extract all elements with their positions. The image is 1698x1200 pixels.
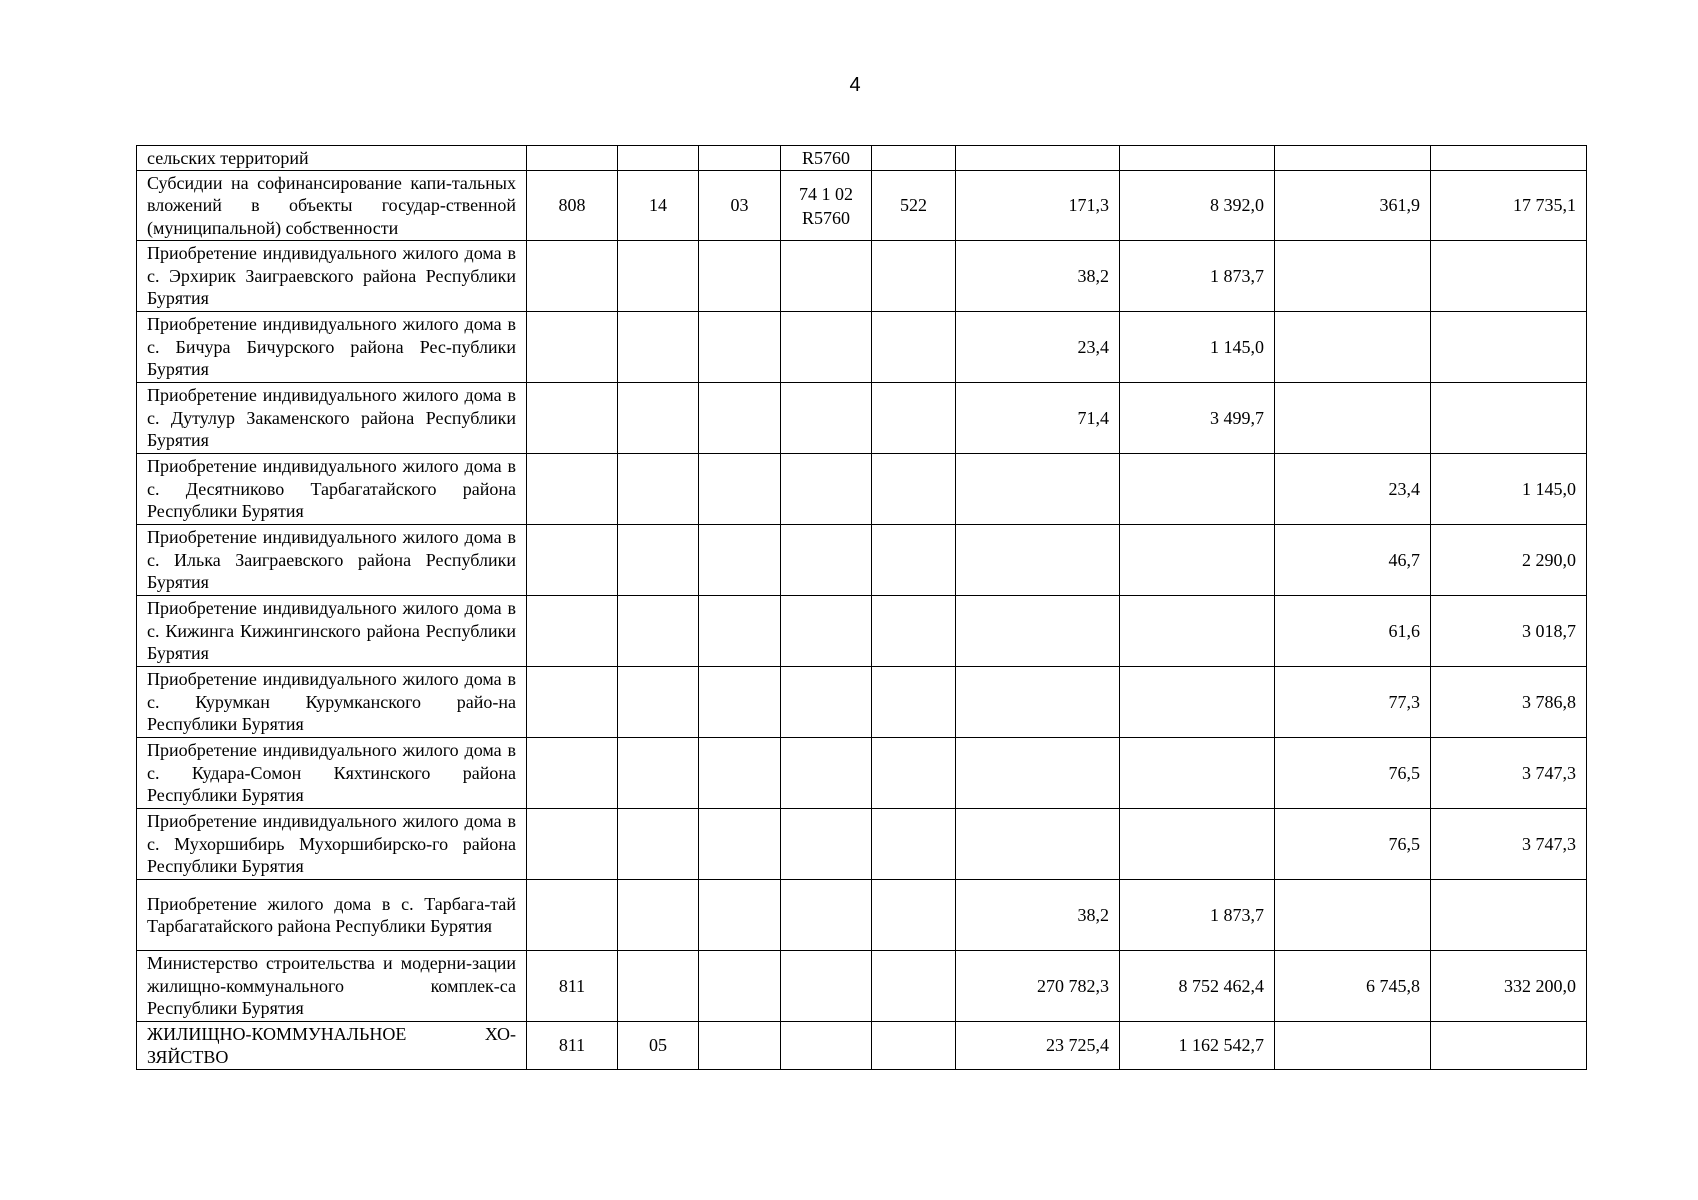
value-4-cell	[1431, 1022, 1587, 1070]
table-row	[137, 146, 1587, 171]
table-body	[137, 146, 1587, 1070]
section-code-cell	[618, 454, 699, 525]
expense-type-cell	[872, 383, 956, 454]
value-4-cell	[1431, 146, 1587, 171]
subsection-code-cell	[699, 809, 781, 880]
target-article-cell	[781, 454, 872, 525]
table-row	[137, 171, 1587, 241]
section-code-cell: 14	[618, 171, 699, 241]
subsection-code-cell	[699, 241, 781, 312]
table-row	[137, 525, 1587, 596]
value-1-cell: 38,2	[956, 241, 1120, 312]
expense-type-cell	[872, 312, 956, 383]
table-row	[137, 596, 1587, 667]
value-2-cell	[1120, 596, 1275, 667]
target-article-cell	[781, 1022, 872, 1070]
row-name-cell: Приобретение индивидуального жилого дома в с. Кудара-Сомон Кяхтинского района Республики Бурятия	[137, 738, 527, 809]
target-article-cell	[781, 241, 872, 312]
table-row	[137, 880, 1587, 951]
ved-code-cell	[527, 880, 618, 951]
value-4-cell	[1431, 880, 1587, 951]
section-code-cell	[618, 951, 699, 1022]
expense-type-cell	[872, 596, 956, 667]
ved-code-cell	[527, 454, 618, 525]
target-article-line: R5760	[801, 148, 850, 168]
expense-type-cell	[872, 146, 956, 171]
value-3-cell: 361,9	[1275, 171, 1431, 241]
table-row	[137, 667, 1587, 738]
value-1-cell	[956, 809, 1120, 880]
row-name-cell: сельских территорий	[137, 146, 527, 171]
value-2-cell: 1 873,7	[1120, 241, 1275, 312]
value-2-cell	[1120, 738, 1275, 809]
target-article-cell	[781, 525, 872, 596]
value-3-cell	[1275, 880, 1431, 951]
subsection-code-cell	[699, 525, 781, 596]
value-4-cell: 1 145,0	[1431, 454, 1587, 525]
expense-type-cell	[872, 880, 956, 951]
subsection-code-cell	[699, 738, 781, 809]
ved-code-cell	[527, 312, 618, 383]
value-3-cell: 77,3	[1275, 667, 1431, 738]
section-code-cell	[618, 596, 699, 667]
section-code-cell	[618, 146, 699, 171]
target-article-cell	[781, 312, 872, 383]
value-3-cell: 46,7	[1275, 525, 1431, 596]
value-4-cell: 3 018,7	[1431, 596, 1587, 667]
expense-type-cell: 522	[872, 171, 956, 241]
ved-code-cell: 811	[527, 1022, 618, 1070]
ved-code-cell	[527, 383, 618, 454]
value-1-cell: 171,3	[956, 171, 1120, 241]
value-3-cell: 6 745,8	[1275, 951, 1431, 1022]
expense-type-cell	[872, 667, 956, 738]
row-name-cell: Приобретение индивидуального жилого дома в с. Мухоршибирь Мухоршибирско-го района Республики Бурятия	[137, 809, 527, 880]
expense-type-cell	[872, 525, 956, 596]
value-2-cell	[1120, 809, 1275, 880]
row-name-cell: Министерство строительства и модерни-зации жилищно-коммунального комплек-са Республики Бурятия	[137, 951, 527, 1022]
row-name-cell: Субсидии на софинансирование капи-тальных вложений в объекты государ-ственной (муниципальной) собственности	[137, 171, 527, 241]
table-row	[137, 383, 1587, 454]
row-name-cell: Приобретение индивидуального жилого дома в с. Дутулур Закаменского района Республики Бурятия	[137, 383, 527, 454]
row-name-cell: Приобретение индивидуального жилого дома в с. Бичура Бичурского района Рес-публики Бурятия	[137, 312, 527, 383]
ved-code-cell	[527, 667, 618, 738]
value-3-cell	[1275, 312, 1431, 383]
section-code-cell	[618, 241, 699, 312]
budget-table	[136, 145, 1587, 1070]
expense-type-cell	[872, 1022, 956, 1070]
section-code-cell	[618, 667, 699, 738]
ved-code-cell	[527, 525, 618, 596]
ved-code-cell: 811	[527, 951, 618, 1022]
row-name-cell: Приобретение индивидуального жилого дома в с. Эрхирик Заиграевского района Республики Бурятия	[137, 241, 527, 312]
table-row	[137, 241, 1587, 312]
subsection-code-cell	[699, 951, 781, 1022]
table-row	[137, 312, 1587, 383]
subsection-code-cell	[699, 596, 781, 667]
section-code-cell	[618, 738, 699, 809]
section-code-cell	[618, 880, 699, 951]
value-4-cell	[1431, 383, 1587, 454]
value-3-cell: 23,4	[1275, 454, 1431, 525]
table-row	[137, 738, 1587, 809]
ved-code-cell	[527, 146, 618, 171]
value-4-cell: 3 786,8	[1431, 667, 1587, 738]
value-2-cell: 1 873,7	[1120, 880, 1275, 951]
section-code-cell: 05	[618, 1022, 699, 1070]
ved-code-cell	[527, 809, 618, 880]
section-code-cell	[618, 525, 699, 596]
target-article-line: R5760	[801, 207, 850, 228]
table-row	[137, 951, 1587, 1022]
subsection-code-cell	[699, 454, 781, 525]
row-name-cell: Приобретение индивидуального жилого дома в с. Кижинга Кижингинского района Республики Бурятия	[137, 596, 527, 667]
expense-type-cell	[872, 454, 956, 525]
value-3-cell	[1275, 1022, 1431, 1070]
expense-type-cell	[872, 241, 956, 312]
target-article-cell	[781, 880, 872, 951]
ved-code-cell	[527, 738, 618, 809]
value-1-cell: 23 725,4	[956, 1022, 1120, 1070]
expense-type-cell	[872, 809, 956, 880]
value-1-cell: 270 782,3	[956, 951, 1120, 1022]
expense-type-cell	[872, 738, 956, 809]
subsection-code-cell	[699, 146, 781, 171]
ved-code-cell	[527, 596, 618, 667]
ved-code-cell: 808	[527, 171, 618, 241]
table-row	[137, 1022, 1587, 1070]
value-2-cell: 8 752 462,4	[1120, 951, 1275, 1022]
table-row	[137, 454, 1587, 525]
value-1-cell	[956, 667, 1120, 738]
row-name-cell: Приобретение жилого дома в с. Тарбага-тай Тарбагатайского района Республики Бурятия	[137, 880, 527, 951]
value-3-cell: 76,5	[1275, 809, 1431, 880]
row-name-cell: Приобретение индивидуального жилого дома в с. Илька Заиграевского района Республики Бурятия	[137, 525, 527, 596]
value-3-cell: 76,5	[1275, 738, 1431, 809]
page-number: 4	[849, 74, 861, 96]
value-1-cell	[956, 454, 1120, 525]
value-4-cell: 3 747,3	[1431, 809, 1587, 880]
target-article-cell	[781, 667, 872, 738]
value-3-cell: 61,6	[1275, 596, 1431, 667]
value-4-cell: 2 290,0	[1431, 525, 1587, 596]
row-name-cell: ЖИЛИЩНО-КОММУНАЛЬНОЕ ХО-ЗЯЙСТВО	[137, 1022, 527, 1070]
value-3-cell	[1275, 383, 1431, 454]
value-4-cell: 332 200,0	[1431, 951, 1587, 1022]
value-1-cell	[956, 525, 1120, 596]
section-code-cell	[618, 312, 699, 383]
value-4-cell: 3 747,3	[1431, 738, 1587, 809]
section-code-cell	[618, 809, 699, 880]
target-article-cell	[781, 809, 872, 880]
target-article-cell	[781, 738, 872, 809]
value-2-cell: 1 162 542,7	[1120, 1022, 1275, 1070]
row-name-cell: Приобретение индивидуального жилого дома в с. Курумкан Курумканского райо-на Республики Бурятия	[137, 667, 527, 738]
value-3-cell	[1275, 241, 1431, 312]
subsection-code-cell	[699, 1022, 781, 1070]
subsection-code-cell	[699, 383, 781, 454]
value-2-cell	[1120, 146, 1275, 171]
row-name-cell: Приобретение индивидуального жилого дома в с. Десятниково Тарбагатайского района Республики Бурятия	[137, 454, 527, 525]
value-2-cell: 8 392,0	[1120, 171, 1275, 241]
target-article-cell	[781, 951, 872, 1022]
value-1-cell: 23,4	[956, 312, 1120, 383]
value-4-cell	[1431, 312, 1587, 383]
target-article-cell	[781, 146, 872, 171]
value-1-cell: 71,4	[956, 383, 1120, 454]
subsection-code-cell	[699, 312, 781, 383]
value-2-cell: 3 499,7	[1120, 383, 1275, 454]
value-1-cell: 38,2	[956, 880, 1120, 951]
value-2-cell: 1 145,0	[1120, 312, 1275, 383]
section-code-cell	[618, 383, 699, 454]
value-3-cell	[1275, 146, 1431, 171]
table-row	[137, 809, 1587, 880]
subsection-code-cell: 03	[699, 171, 781, 241]
value-4-cell: 17 735,1	[1431, 171, 1587, 241]
target-article-cell	[781, 596, 872, 667]
expense-type-cell	[872, 951, 956, 1022]
value-1-cell	[956, 596, 1120, 667]
target-article-line: 74 1 02	[799, 183, 853, 204]
value-1-cell	[956, 146, 1120, 171]
value-2-cell	[1120, 667, 1275, 738]
value-2-cell	[1120, 454, 1275, 525]
ved-code-cell	[527, 241, 618, 312]
value-1-cell	[956, 738, 1120, 809]
value-4-cell	[1431, 241, 1587, 312]
value-2-cell	[1120, 525, 1275, 596]
subsection-code-cell	[699, 667, 781, 738]
target-article-cell	[781, 383, 872, 454]
target-article-cell	[781, 171, 872, 241]
subsection-code-cell	[699, 880, 781, 951]
